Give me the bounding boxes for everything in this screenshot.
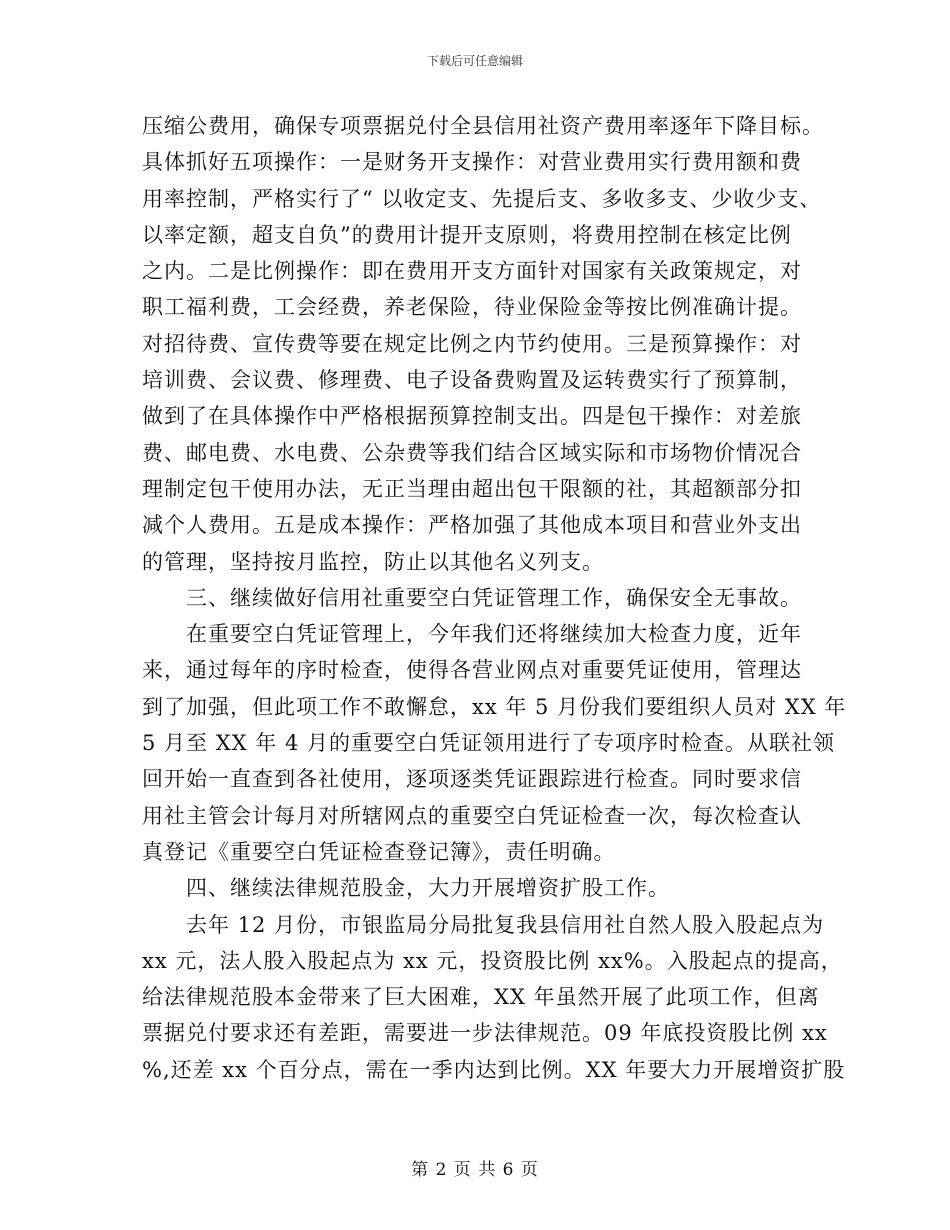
text-line: 去年 12 月份，市银监局分局批复我县信用社自然人股入股起点为 bbox=[186, 912, 825, 937]
text-line: 真登记《重要空白凭证检查登记簿》，责任明确。 bbox=[142, 839, 616, 864]
page-header: 下载后可任意编辑 bbox=[426, 54, 523, 68]
document-body bbox=[142, 108, 847, 1088]
text-line: %,还差 xx 个百分点，需在一季内达到比例。XX 年要大力开展增资扩股 bbox=[142, 1057, 846, 1082]
text-line: 5 月至 XX 年 4 月的重要空白凭证领用进行了专项序时检查。从联社领 bbox=[142, 731, 835, 756]
text-line: 票据兑付要求还有差距，需要进一步法律规范。09 年底投资股比例 xx bbox=[142, 1021, 828, 1046]
text-line: 压缩公费用，确保专项票据兑付全县信用社资产费用率逐年下降目标。 bbox=[142, 114, 824, 138]
text-line: 做到了在具体操作中严格根据预算控制支出。四是包干操作：对差旅 bbox=[142, 404, 802, 429]
text-line: 培训费、会议费、修理费、电子设备费购置及运转费实行了预算制， bbox=[142, 368, 802, 393]
text-line: 用率控制，严格实行了“ 以收定支、先提后支、多收多支、少收少支、 bbox=[142, 186, 822, 211]
text-line: 的管理，坚持按月监控，防止以其他名义列支。 bbox=[142, 549, 604, 574]
text-line: 理制定包干使用办法，无正当理由超出包干限额的社，其超额部分扣 bbox=[142, 476, 802, 501]
text-line: 用社主管会计每月对所辖网点的重要空白凭证检查一次，每次检查认 bbox=[142, 803, 802, 828]
section-heading: 四、继续法律规范股金，大力开展增资扩股工作。 bbox=[186, 876, 670, 901]
text-line: 来，通过每年的序时检查，使得各营业网点对重要凭证使用，管理达 bbox=[142, 658, 802, 683]
text-line: 对招待费、宣传费等要在规定比例之内节约使用。三是预算操作：对 bbox=[142, 331, 802, 356]
text-line: 具体抓好五项操作：一是财务开支操作：对营业费用实行费用额和费 bbox=[142, 150, 802, 175]
text-line: 之内。二是比例操作：即在费用开支方面针对国家有关政策规定，对 bbox=[142, 259, 802, 284]
text-line: 职工福利费，工会经费，养老保险，待业保险金等按比例准确计提。 bbox=[142, 295, 802, 320]
section-heading: 三、继续做好信用社重要空白凭证管理工作，确保安全无事故。 bbox=[186, 585, 802, 610]
text-line: 以率定额，超支自负”的费用计提开支原则，将费用控制在核定比例 bbox=[142, 222, 792, 247]
text-line: xx 元，法人股入股起点为 xx 元，投资股比例 xx%。入股起点的提高， bbox=[142, 948, 843, 973]
text-line: 到了加强，但此项工作不敢懈怠，xx 年 5 月份我们要组织人员对 XX 年 bbox=[142, 694, 847, 719]
text-line: 在重要空白凭证管理上，今年我们还将继续加大检查力度，近年 bbox=[186, 622, 802, 647]
text-line: 回开始一直查到各社使用，逐项逐类凭证跟踪进行检查。同时要求信 bbox=[142, 767, 802, 792]
text-line: 费、邮电费、水电费、公杂费等我们结合区域实际和市场物价情况合 bbox=[142, 440, 802, 465]
text-line: 减个人费用。五是成本操作：严格加强了其他成本项目和营业外支出 bbox=[142, 513, 802, 538]
page-number: 第 2 页 共 6 页 bbox=[411, 1160, 539, 1180]
text-line: 给法律规范股本金带来了巨大困难，XX 年虽然开展了此项工作，但离 bbox=[142, 985, 820, 1010]
